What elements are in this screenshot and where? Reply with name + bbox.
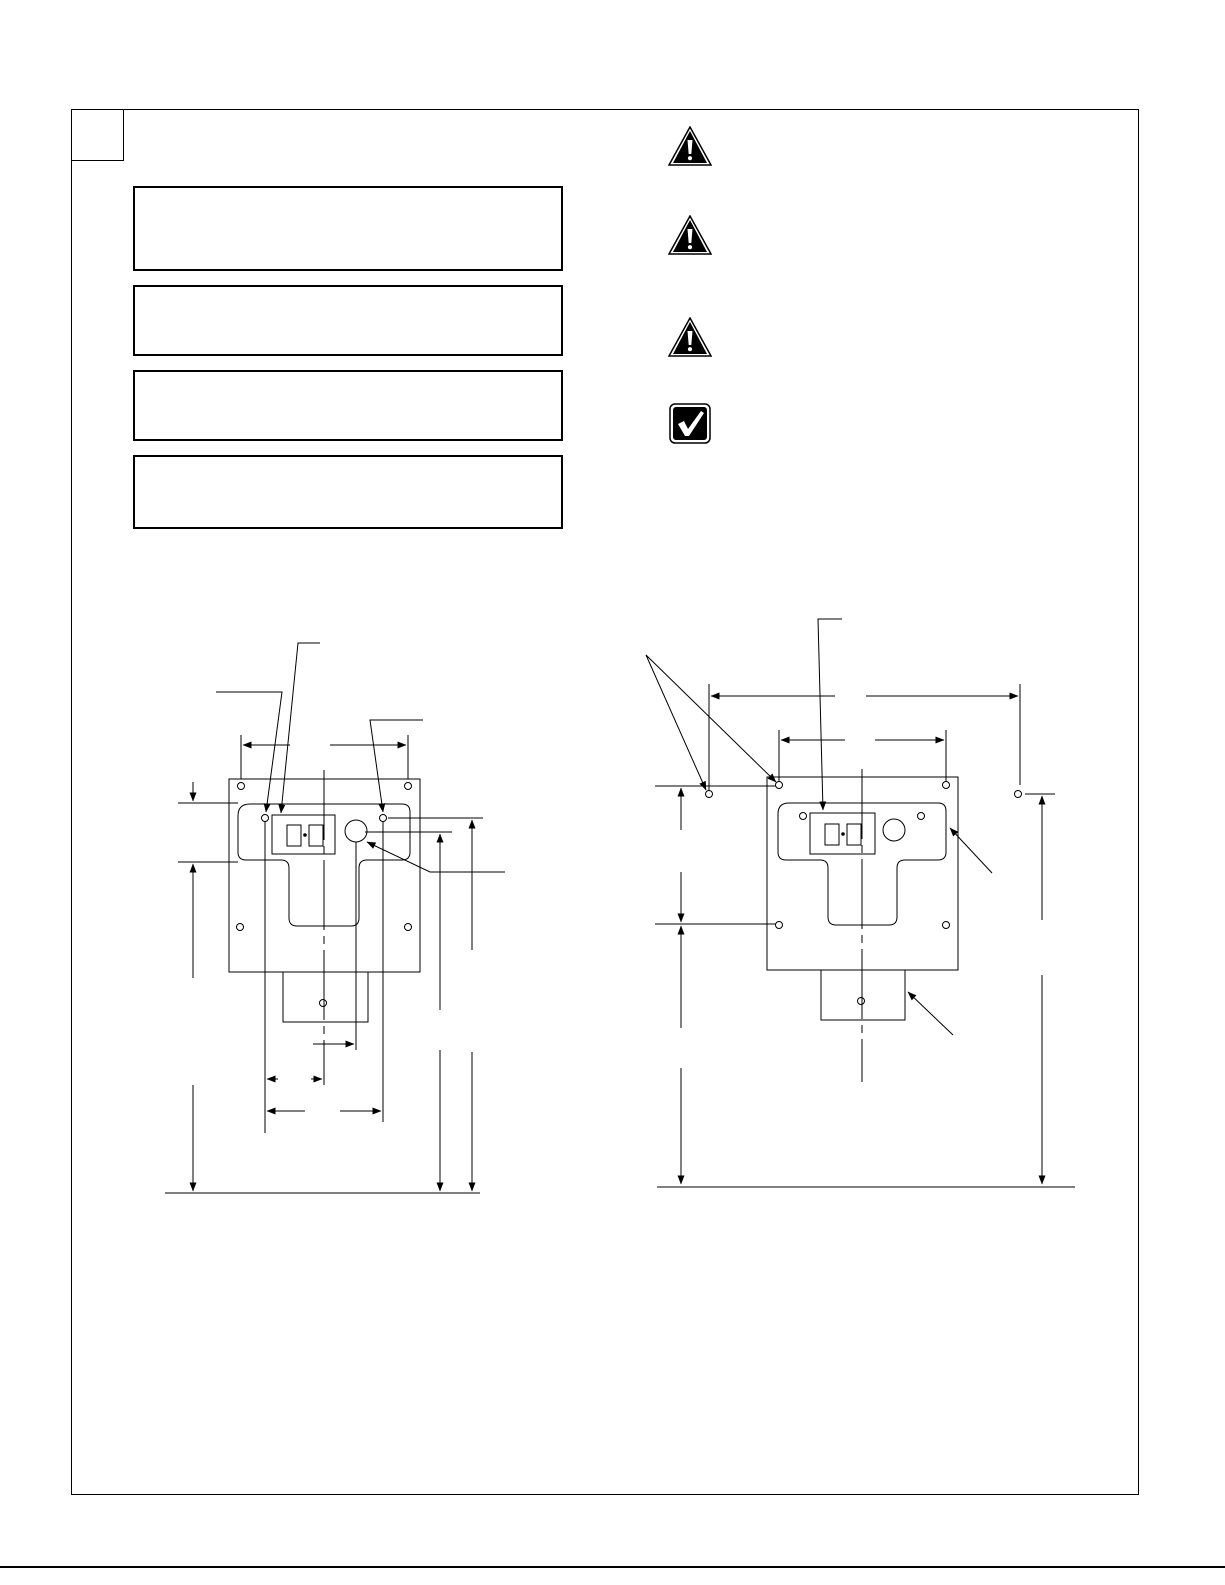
right-lower-bracket — [821, 970, 905, 1020]
right-knockout-hole — [883, 819, 905, 841]
right-switch-rocker-a — [825, 824, 839, 845]
bottom-rule — [0, 1566, 1225, 1568]
left-switch-rocker-b — [309, 825, 323, 846]
left-knockout-hole — [345, 820, 367, 842]
left-figure — [165, 643, 505, 1193]
left-switch-rocker-a — [287, 825, 301, 846]
right-figure — [646, 619, 1075, 1187]
left-lower-bracket — [283, 972, 368, 1022]
right-switch-rocker-b — [847, 824, 861, 845]
